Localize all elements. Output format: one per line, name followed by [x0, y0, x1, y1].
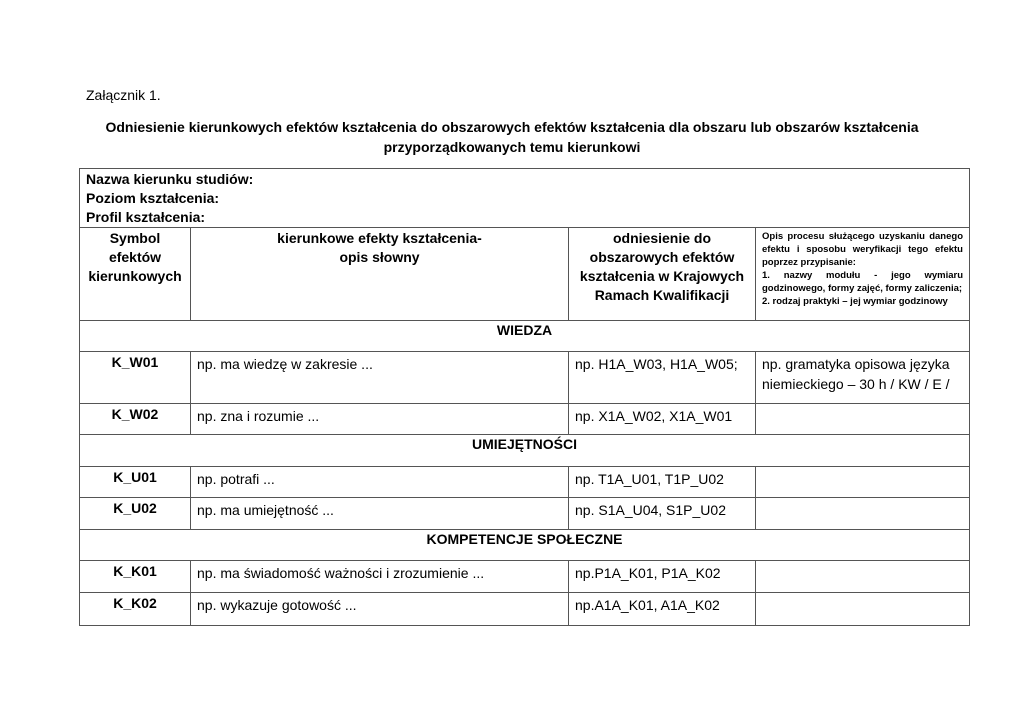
- document-title: [80, 117, 944, 157]
- row-description: np. zna i rozumie ...: [191, 404, 569, 435]
- header-reference-line: odniesienie do: [612, 230, 711, 246]
- row-reference: np. H1A_W03, H1A_W05;: [569, 352, 756, 404]
- row-process: np. gramatyka opisowa języka niemieckiego – 30 h / KW / E /: [756, 352, 970, 404]
- header-reference-line: obszarowych efektów: [589, 249, 735, 265]
- row-process: [756, 561, 970, 593]
- row-symbol: K_U02: [80, 498, 191, 530]
- row-symbol: K_W02: [80, 404, 191, 435]
- row-process: [756, 404, 970, 435]
- row-description: np. ma umiejętność ...: [191, 498, 569, 530]
- header-verbal: [191, 228, 569, 321]
- annex-label: Załącznik 1.: [86, 87, 161, 103]
- meta-cell: [80, 169, 970, 228]
- section-row: [80, 530, 970, 561]
- process-item-2: 2. rodzaj praktyki – jej wymiar godzinowy: [762, 296, 948, 307]
- header-reference-line: Ramach Kwalifikacji: [594, 287, 730, 303]
- table-row: [80, 593, 970, 626]
- row-symbol: K_K02: [80, 593, 191, 626]
- field-name-label: Nazwa kierunku studiów:: [86, 171, 254, 187]
- header-row: [80, 228, 970, 321]
- meta-row: [80, 169, 970, 228]
- row-reference: np.A1A_K01, A1A_K02: [569, 593, 756, 626]
- row-process: [756, 498, 970, 530]
- header-symbol: [80, 228, 191, 321]
- table-row: [80, 467, 970, 498]
- table-row: [80, 404, 970, 435]
- row-description: np. ma świadomość ważności i zrozumienie ...: [191, 561, 569, 593]
- table-row: [80, 498, 970, 530]
- row-description: np. potrafi ...: [191, 467, 569, 498]
- level-label: Poziom kształcenia:: [86, 190, 220, 206]
- row-symbol: K_K01: [80, 561, 191, 593]
- section-row: [80, 435, 970, 467]
- effects-table: [79, 168, 970, 626]
- table-row: [80, 561, 970, 593]
- row-reference: np. S1A_U04, S1P_U02: [569, 498, 756, 530]
- section-row: [80, 321, 970, 352]
- profile-label: Profil kształcenia:: [86, 209, 206, 225]
- header-symbol-line: efektów: [108, 249, 162, 265]
- row-description: np. ma wiedzę w zakresie ...: [191, 352, 569, 404]
- row-process: [756, 593, 970, 626]
- row-symbol: K_W01: [80, 352, 191, 404]
- process-intro: Opis procesu służącego uzyskaniu danego efektu i sposobu weryfikacji tego efektu poprzez przypisanie:: [762, 231, 963, 268]
- header-reference-line: kształcenia w Krajowych: [579, 268, 745, 284]
- row-reference: np. T1A_U01, T1P_U02: [569, 467, 756, 498]
- section-social: KOMPETENCJE SPOŁECZNE: [80, 530, 970, 561]
- process-item-1: 1. nazwy modułu - jego wymiaru godzinowego, formy zajęć, formy zaliczenia;: [762, 270, 963, 294]
- title-line-2: przyporządkowanych temu kierunkowi: [383, 139, 641, 155]
- header-symbol-line: kierunkowych: [88, 268, 182, 284]
- section-knowledge: WIEDZA: [80, 321, 970, 352]
- row-reference: np.P1A_K01, P1A_K02: [569, 561, 756, 593]
- header-process: [756, 228, 970, 321]
- header-verbal-line: kierunkowe efekty kształcenia-: [277, 230, 482, 246]
- header-verbal-line: opis słowny: [339, 249, 420, 265]
- table-row: [80, 352, 970, 404]
- section-skills: UMIEJĘTNOŚCI: [80, 435, 970, 467]
- row-process: [756, 467, 970, 498]
- title-line-1: Odniesienie kierunkowych efektów kształcenia do obszarowych efektów kształcenia dla obszaru lub obszarów kształcenia: [105, 119, 919, 135]
- row-description: np. wykazuje gotowość ...: [191, 593, 569, 626]
- row-symbol: K_U01: [80, 467, 191, 498]
- header-symbol-line: Symbol: [109, 230, 161, 246]
- row-reference: np. X1A_W02, X1A_W01: [569, 404, 756, 435]
- header-reference: [569, 228, 756, 321]
